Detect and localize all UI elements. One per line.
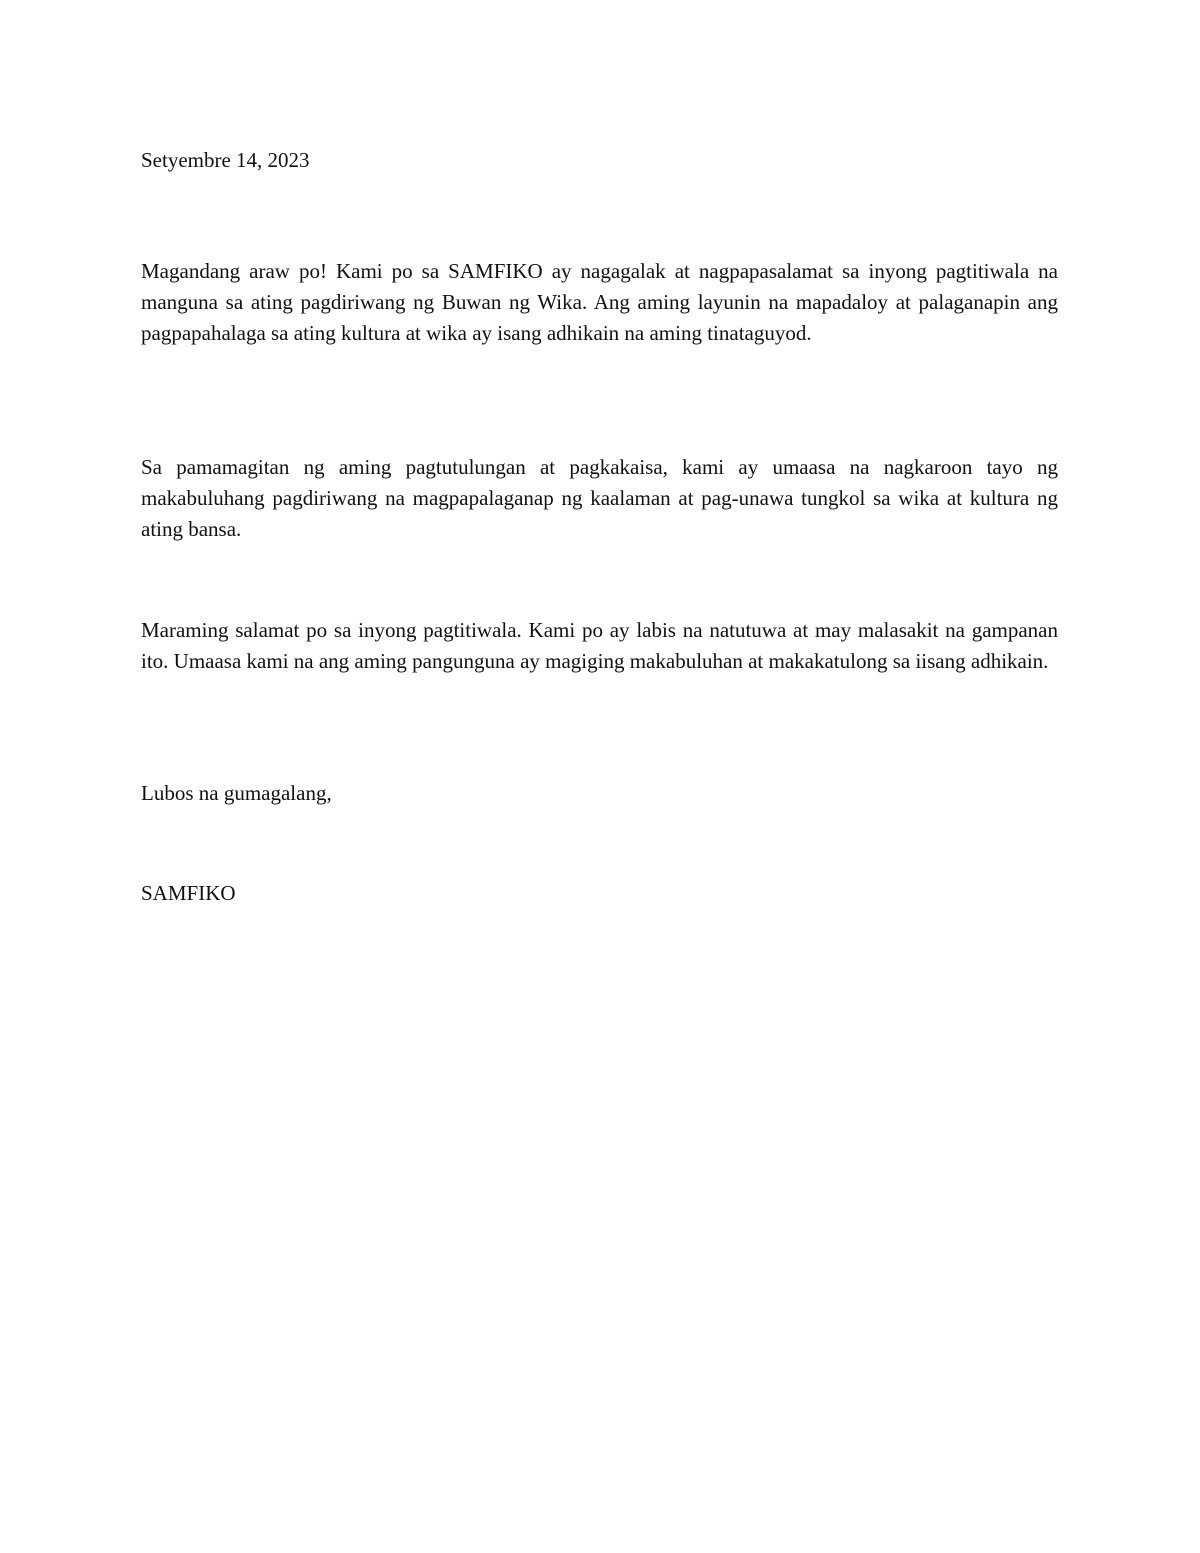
- letter-closing: Lubos na gumagalang,: [141, 781, 332, 805]
- letter-date: Setyembre 14, 2023: [141, 148, 310, 172]
- letter-paragraph-1: Magandang araw po! Kami po sa SAMFIKO ay nagagalak at nagpapasalamat sa inyong pagtitiwala na manguna sa ating pagdiriwang ng Buwan ng Wika. Ang aming layunin na mapadaloy at palaganapin ang pagpapahalaga sa ating kultura at wika ay isang adhikain na aming tinataguyod.: [141, 259, 1058, 345]
- letter-paragraph-2: Sa pamamagitan ng aming pagtutulungan at pagkakaisa, kami ay umaasa na nagkaroon tayo ng makabuluhang pagdiriwang na magpapalaganap ng kaalaman at pag-unawa tungkol sa wika at kultura ng ating bansa.: [141, 455, 1058, 541]
- letter-signature: SAMFIKO: [141, 881, 236, 905]
- letter-paragraph-3: Maraming salamat po sa inyong pagtitiwala. Kami po ay labis na natutuwa at may malasakit na gampanan ito. Umaasa kami na ang aming pangunguna ay magiging makabuluhan at makakatulong sa iisang adhikain.: [141, 618, 1058, 673]
